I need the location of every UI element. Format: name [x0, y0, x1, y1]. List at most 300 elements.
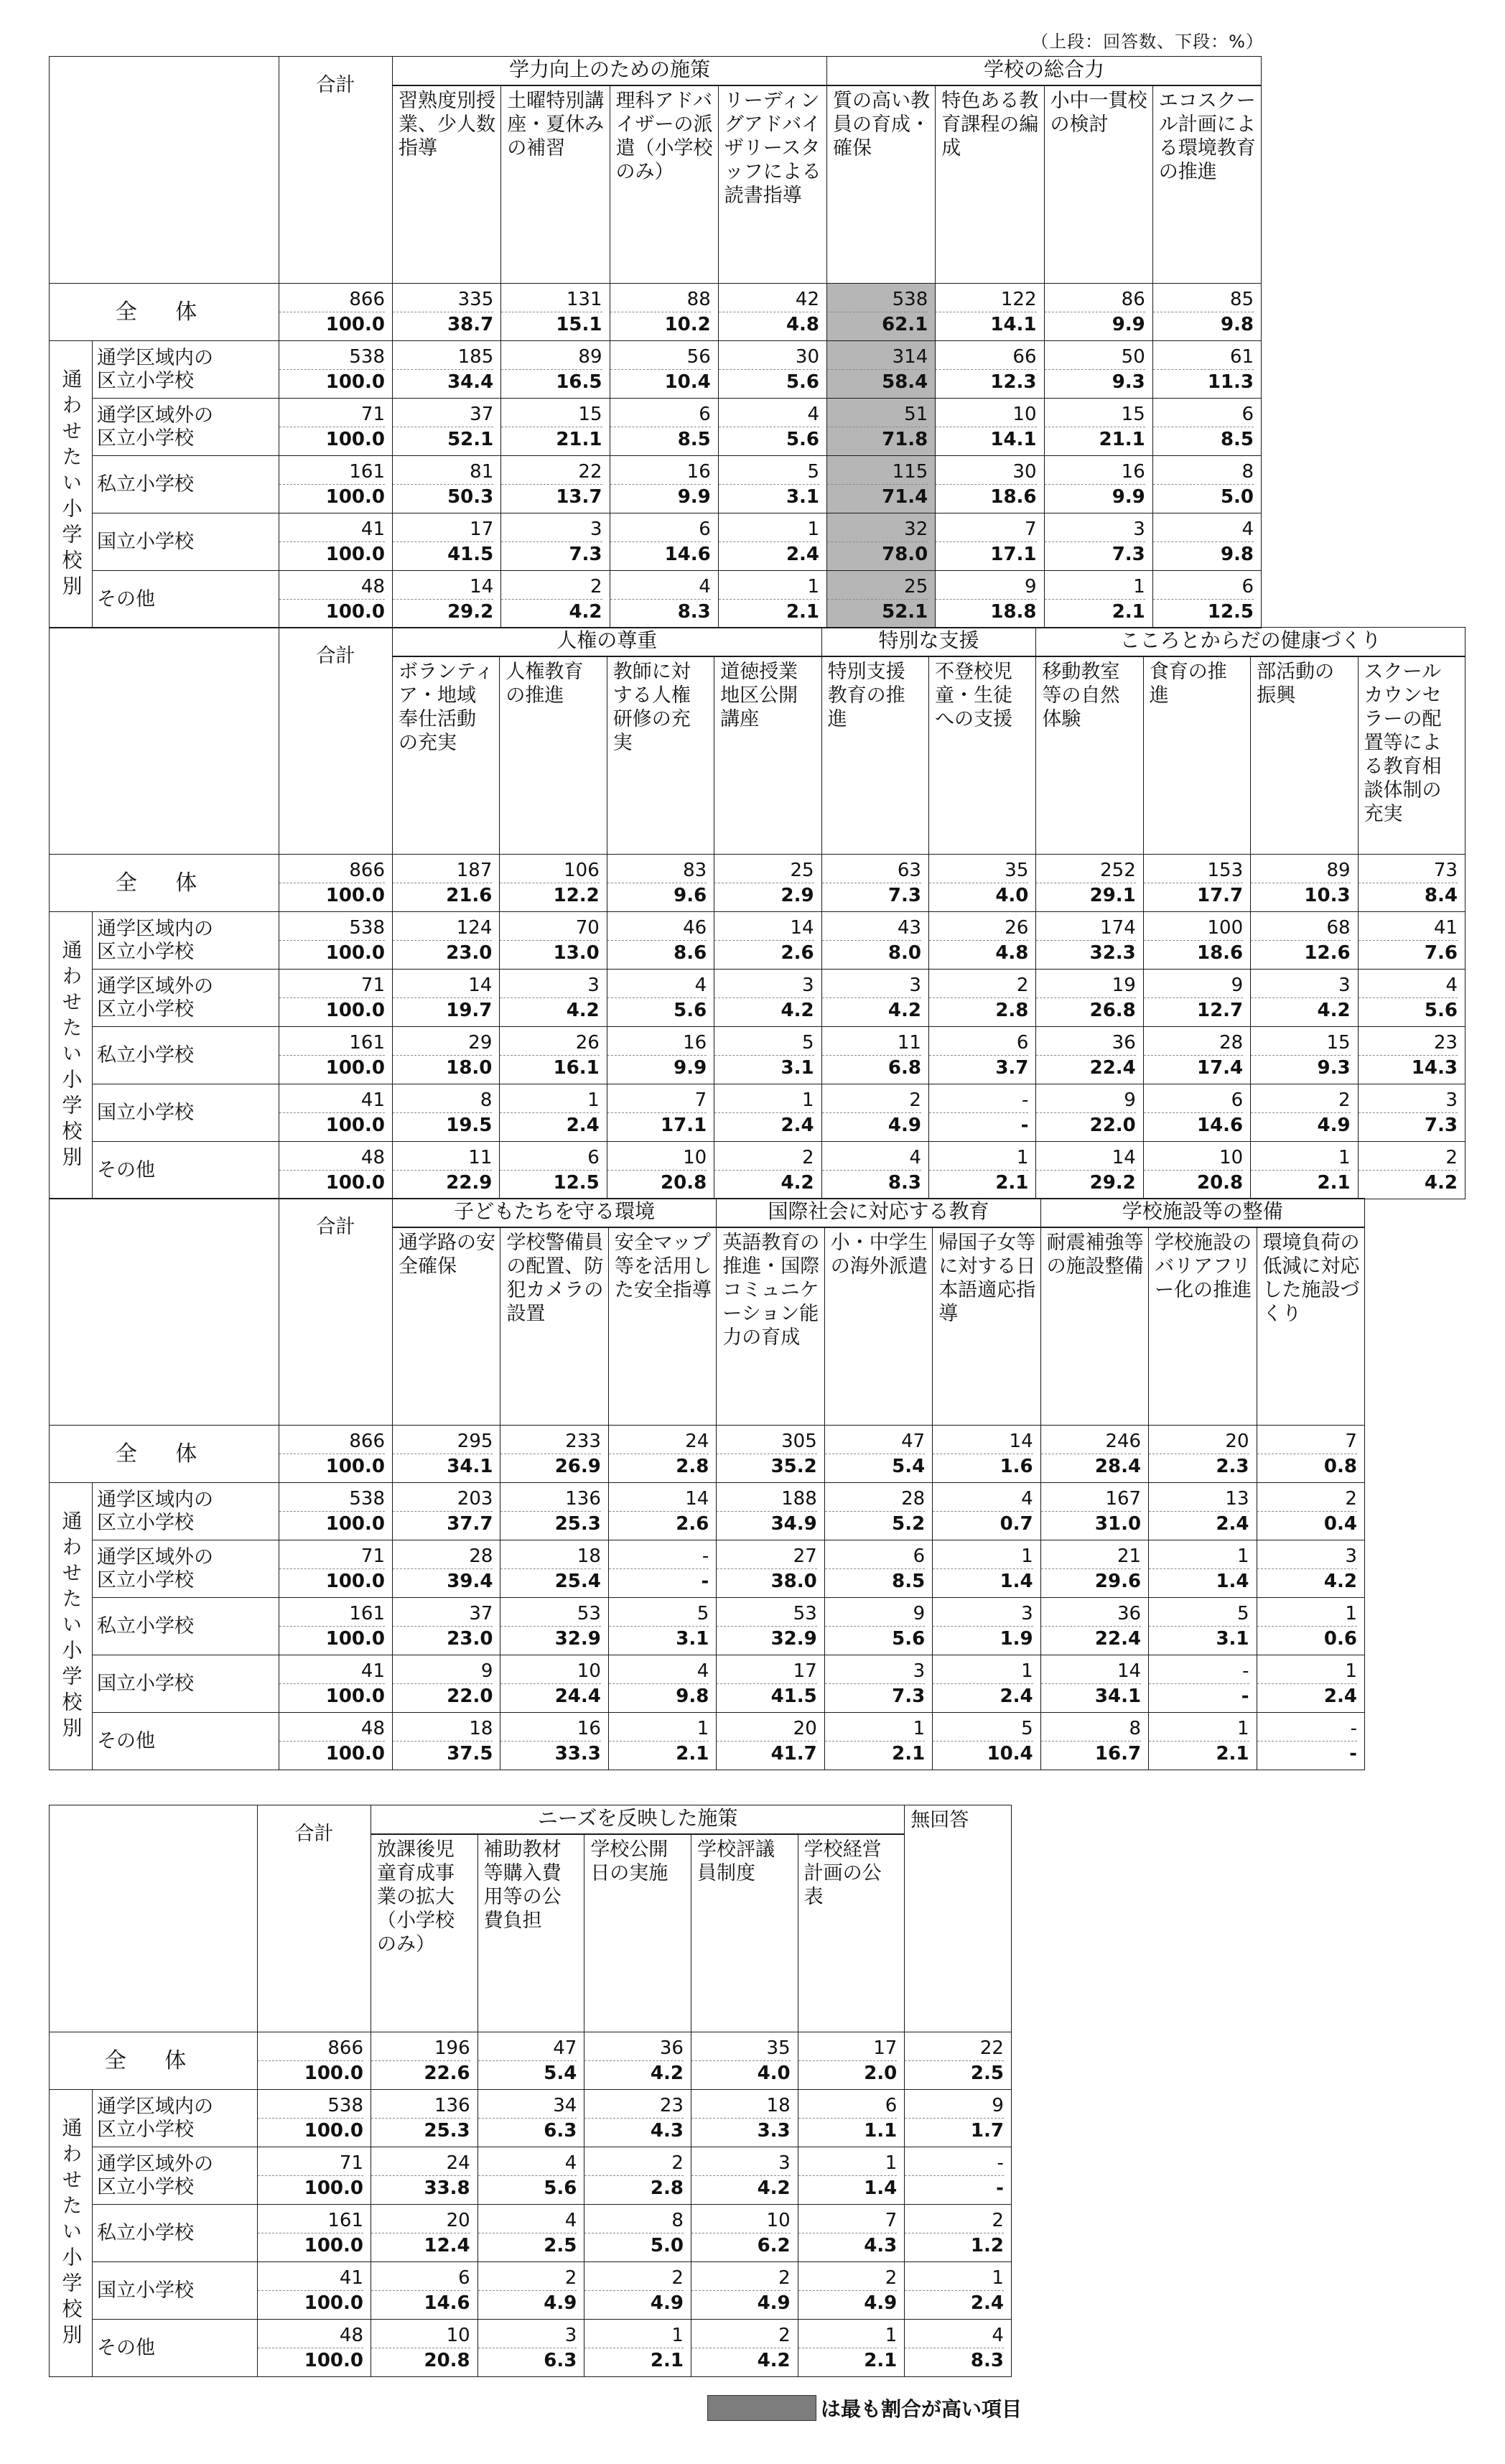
percent-value: 29.2 — [1036, 1170, 1135, 1195]
value-cell — [936, 571, 1044, 628]
count-value: 9 — [1231, 975, 1244, 996]
count-value: 203 — [457, 1488, 493, 1510]
count-value: 1 — [1021, 1545, 1033, 1567]
count-value: 8 — [1241, 461, 1254, 483]
count-value: 4 — [564, 2210, 577, 2231]
count-value: 161 — [349, 1032, 385, 1054]
percent-value: 22.4 — [1041, 1626, 1141, 1651]
count-value: 9 — [1124, 1089, 1136, 1111]
count-value: 41 — [360, 1660, 385, 1682]
count-value: 85 — [1229, 289, 1254, 310]
count-value: 866 — [349, 1431, 385, 1452]
percent-value: 41.7 — [717, 1741, 816, 1766]
percent-value: 71.4 — [827, 484, 928, 509]
count-value: 8 — [1129, 1718, 1142, 1739]
count-value: 15 — [1326, 1032, 1351, 1054]
value-cell — [928, 1084, 1035, 1142]
count-value: 1 — [587, 1089, 600, 1111]
percent-value: 37.7 — [393, 1511, 493, 1536]
count-value: 124 — [456, 917, 493, 939]
row-label: 通学区域内の 区立小学校 — [93, 2090, 258, 2147]
count-value: 4 — [564, 2152, 577, 2174]
value-cell — [1036, 970, 1143, 1027]
percent-value: 17.4 — [1144, 1055, 1243, 1080]
value-cell — [798, 2320, 905, 2377]
row-label: 通学区域外の 区立小学校 — [93, 970, 279, 1027]
percent-value: 1.4 — [1149, 1568, 1249, 1594]
count-value: - — [1350, 1718, 1357, 1739]
count-value: 538 — [349, 1488, 385, 1510]
count-value: 71 — [360, 975, 385, 996]
value-cell — [1251, 1084, 1358, 1142]
count-value: 2 — [802, 1147, 814, 1168]
row-label: 国立小学校 — [93, 1655, 279, 1713]
value-cell — [905, 2090, 1012, 2147]
count-value: 3 — [802, 975, 814, 996]
count-value: 6 — [458, 2267, 470, 2289]
header-corner — [50, 57, 279, 284]
percent-value: 9.3 — [1251, 1055, 1350, 1080]
value-cell — [279, 1483, 393, 1540]
value-cell — [824, 1483, 932, 1540]
value-cell — [393, 456, 501, 513]
percent-value: 100.0 — [279, 369, 385, 394]
value-cell — [827, 284, 936, 341]
count-value: 48 — [360, 576, 385, 598]
value-cell — [279, 284, 393, 341]
percent-value: 100.0 — [279, 1511, 385, 1536]
percent-value: 13.0 — [500, 940, 599, 965]
count-value: 1 — [1133, 576, 1145, 598]
percent-value: 38.7 — [393, 312, 493, 337]
percent-value: 8.5 — [825, 1568, 925, 1594]
percent-value: 7.3 — [825, 1683, 925, 1708]
value-cell — [905, 2147, 1012, 2205]
group-header-row — [50, 57, 1262, 85]
data-row — [50, 2090, 1012, 2147]
count-value: 20 — [1225, 1431, 1249, 1452]
percent-value: 3.3 — [691, 2118, 791, 2143]
count-value: 30 — [1012, 461, 1037, 483]
value-cell — [1036, 912, 1143, 970]
value-cell — [1251, 855, 1358, 912]
count-value: 3 — [1133, 519, 1145, 540]
value-cell — [477, 2090, 584, 2147]
value-cell — [718, 284, 826, 341]
count-value: 22 — [979, 2037, 1004, 2059]
percent-value: 37.5 — [393, 1741, 493, 1766]
item-header: 特色ある教育課程の編成 — [936, 85, 1044, 284]
value-cell — [1152, 341, 1261, 399]
percent-value: 4.2 — [1359, 1170, 1458, 1195]
value-cell — [933, 1713, 1040, 1770]
count-value: 42 — [795, 289, 820, 310]
percent-value: 32.3 — [1036, 940, 1135, 965]
value-cell — [610, 571, 718, 628]
value-cell — [1257, 1598, 1364, 1655]
percent-value: 10.3 — [1251, 883, 1350, 908]
percent-value: 5.4 — [478, 2060, 577, 2086]
count-value: 3 — [564, 2325, 577, 2346]
percent-value: 3.1 — [714, 1055, 814, 1080]
value-cell — [477, 2262, 584, 2320]
data-row — [50, 1713, 1365, 1770]
percent-value: 33.8 — [371, 2175, 470, 2200]
percent-value: 100.0 — [279, 998, 385, 1023]
value-cell — [501, 341, 610, 399]
percent-value: 1.4 — [933, 1568, 1033, 1594]
count-value: 16 — [577, 1718, 601, 1739]
count-value: 17 — [793, 1660, 817, 1682]
count-value: 43 — [897, 917, 921, 939]
percent-value: 21.1 — [501, 427, 602, 452]
item-header: 小中一貫校の検討 — [1044, 85, 1152, 284]
item-header: 小・中学生の海外派遣 — [824, 1227, 932, 1426]
row-all — [50, 284, 1262, 341]
count-value: 36 — [1117, 1603, 1142, 1624]
data-row — [50, 2320, 1012, 2377]
count-value: 100 — [1207, 917, 1244, 939]
value-cell — [905, 2032, 1012, 2090]
value-cell — [1358, 1027, 1465, 1084]
item-header: 環境負荷の低減に対応した施設づくり — [1257, 1227, 1364, 1426]
percent-value: 5.6 — [719, 369, 819, 394]
percent-value: 22.6 — [371, 2060, 470, 2086]
percent-value: 2.8 — [609, 1454, 709, 1479]
value-cell — [279, 1655, 393, 1713]
percent-value: 33.3 — [500, 1741, 600, 1766]
value-cell — [1040, 1713, 1148, 1770]
count-value: 161 — [349, 461, 385, 483]
count-value: 161 — [327, 2210, 363, 2231]
row-label-all: 全 体 — [50, 2032, 258, 2090]
value-cell — [1036, 1027, 1143, 1084]
value-cell — [607, 1084, 714, 1142]
count-value: 6 — [587, 1147, 600, 1168]
value-cell — [1152, 399, 1261, 456]
count-value: 50 — [1121, 346, 1145, 368]
value-cell — [714, 1027, 821, 1084]
legend-text: は最も割合が高い項目 — [821, 2397, 1022, 2421]
value-cell — [691, 2262, 798, 2320]
count-value: 305 — [781, 1431, 817, 1452]
data-row — [50, 571, 1262, 628]
value-cell — [821, 1027, 928, 1084]
count-value: 47 — [553, 2037, 577, 2059]
count-value: 5 — [802, 1032, 814, 1054]
percent-value: 18.0 — [393, 1055, 492, 1080]
count-value: 1 — [802, 1089, 814, 1111]
value-cell — [1152, 513, 1261, 571]
count-value: 6 — [1241, 404, 1254, 425]
item-header: エコスクール計画による環境教育の推進 — [1152, 85, 1261, 284]
value-cell — [258, 2090, 371, 2147]
percent-value: 2.4 — [933, 1683, 1033, 1708]
percent-value: 8.3 — [822, 1170, 921, 1195]
value-cell — [477, 2205, 584, 2262]
percent-value: 8.6 — [607, 940, 707, 965]
count-value: 14 — [470, 576, 494, 598]
percent-value: 4.3 — [798, 2233, 898, 2258]
percent-value: 0.6 — [1257, 1626, 1357, 1651]
value-cell — [824, 1713, 932, 1770]
count-value: 10 — [683, 1147, 707, 1168]
count-value: 3 — [913, 1660, 926, 1682]
value-cell — [1251, 1027, 1358, 1084]
percent-value: 100.0 — [279, 1741, 385, 1766]
count-value: 2 — [778, 2325, 791, 2346]
count-value: 16 — [686, 461, 711, 483]
percent-value: 2.5 — [905, 2060, 1004, 2086]
percent-value: 4.0 — [929, 883, 1028, 908]
count-value: 1 — [807, 519, 820, 540]
count-value: 20 — [446, 2210, 470, 2231]
value-cell — [928, 970, 1035, 1027]
count-value: 10 — [1219, 1147, 1244, 1168]
count-value: 1 — [885, 2325, 898, 2346]
count-value: 7 — [1024, 519, 1037, 540]
row-label: 通学区域内の 区立小学校 — [93, 341, 279, 399]
value-cell — [1143, 970, 1250, 1027]
percent-value: 13.7 — [501, 484, 602, 509]
percent-value: 9.9 — [1045, 484, 1145, 509]
value-cell — [584, 2320, 691, 2377]
value-cell — [500, 1084, 607, 1142]
count-value: - — [702, 1545, 709, 1567]
value-cell — [1040, 1655, 1148, 1713]
value-cell — [936, 513, 1044, 571]
percent-value: 10.4 — [933, 1741, 1033, 1766]
value-cell — [501, 571, 610, 628]
value-cell — [798, 2147, 905, 2205]
percent-value: 4.2 — [1257, 1568, 1357, 1594]
value-cell — [1257, 1426, 1364, 1483]
row-all — [50, 855, 1466, 912]
value-cell — [1257, 1713, 1364, 1770]
value-cell — [477, 2032, 584, 2090]
value-cell — [607, 912, 714, 970]
count-value: 866 — [349, 860, 385, 881]
data-row — [50, 1598, 1365, 1655]
value-cell — [393, 970, 500, 1027]
percent-value: 12.2 — [500, 883, 599, 908]
count-value: 4 — [992, 2325, 1004, 2346]
percent-value: 41.5 — [393, 541, 493, 567]
value-cell — [501, 284, 610, 341]
count-value: 81 — [470, 461, 494, 483]
percent-value: 100.0 — [279, 312, 385, 337]
value-cell — [258, 2262, 371, 2320]
count-value: 3 — [590, 519, 602, 540]
percent-value: 100.0 — [279, 940, 385, 965]
count-value: 2 — [564, 2267, 577, 2289]
item-header: 無回答 — [905, 1805, 1012, 2032]
value-cell — [500, 1027, 607, 1084]
data-row — [50, 1084, 1466, 1142]
count-value: 3 — [1338, 975, 1351, 996]
value-cell — [500, 1655, 608, 1713]
percent-value: 5.6 — [478, 2175, 577, 2200]
value-cell — [608, 1426, 716, 1483]
legend — [707, 2394, 1022, 2422]
count-value: 28 — [1219, 1032, 1244, 1054]
row-label: 通学区域外の 区立小学校 — [93, 399, 279, 456]
count-value: 1 — [1345, 1603, 1357, 1624]
count-value: 10 — [446, 2325, 470, 2346]
count-value: 538 — [349, 917, 385, 939]
value-cell — [717, 1713, 824, 1770]
count-value: 34 — [553, 2095, 577, 2116]
percent-value: 100.0 — [279, 484, 385, 509]
data-row — [50, 2262, 1012, 2320]
count-value: 66 — [1012, 346, 1037, 368]
percent-value: - — [929, 1112, 1028, 1138]
value-cell — [608, 1655, 716, 1713]
data-row — [50, 970, 1466, 1027]
count-value: 48 — [339, 2325, 363, 2346]
percent-value: 2.6 — [609, 1511, 709, 1536]
percent-value: 4.2 — [1251, 998, 1350, 1023]
group-header-row — [50, 1199, 1365, 1227]
survey-table-1 — [49, 56, 1262, 628]
group-header-row — [50, 628, 1466, 656]
percent-value: 9.8 — [609, 1683, 709, 1708]
value-cell — [936, 456, 1044, 513]
count-value: 1 — [1016, 1147, 1029, 1168]
count-value: 25 — [790, 860, 814, 881]
percent-value: 3.7 — [929, 1055, 1028, 1080]
count-value: 23 — [659, 2095, 684, 2116]
row-label: その他 — [93, 2320, 258, 2377]
percent-value: 14.3 — [1359, 1055, 1458, 1080]
total-header: 合計 — [279, 57, 393, 284]
value-cell — [1036, 1084, 1143, 1142]
count-value: 89 — [1326, 860, 1351, 881]
count-value: 13 — [1225, 1488, 1249, 1510]
value-cell — [1358, 1084, 1465, 1142]
value-cell — [393, 855, 500, 912]
count-value: 2 — [1016, 975, 1029, 996]
legend-swatch — [707, 2395, 816, 2421]
value-cell — [279, 970, 393, 1027]
value-cell — [371, 2205, 478, 2262]
value-cell — [500, 855, 607, 912]
count-value: 2 — [778, 2267, 791, 2289]
side-label: 通わせたい小学校別 — [50, 912, 93, 1199]
value-cell — [691, 2032, 798, 2090]
count-value: 15 — [1121, 404, 1145, 425]
percent-value: 100.0 — [279, 1568, 385, 1594]
count-value: 4 — [699, 576, 711, 598]
percent-value: 2.4 — [500, 1112, 599, 1138]
value-cell — [798, 2262, 905, 2320]
percent-value: 52.1 — [827, 599, 928, 624]
count-value: 8 — [671, 2210, 684, 2231]
value-cell — [610, 284, 718, 341]
percent-value: 4.9 — [822, 1112, 921, 1138]
value-cell — [1044, 571, 1152, 628]
percent-value: 2.5 — [478, 2233, 577, 2258]
side-label: 通わせたい小学校別 — [50, 1483, 93, 1770]
value-cell — [279, 1084, 393, 1142]
count-value: 11 — [468, 1147, 493, 1168]
percent-value: 17.7 — [1144, 883, 1243, 908]
value-cell — [610, 456, 718, 513]
header-corner — [50, 1199, 279, 1426]
count-value: 1 — [1345, 1660, 1357, 1682]
value-cell — [393, 513, 501, 571]
value-cell — [393, 284, 501, 341]
percent-value: 1.9 — [933, 1626, 1033, 1651]
count-value: 3 — [778, 2152, 791, 2174]
count-value: 4 — [1445, 975, 1458, 996]
percent-value: 100.0 — [279, 1112, 385, 1138]
data-row — [50, 2147, 1012, 2205]
percent-value: 12.5 — [500, 1170, 599, 1195]
value-cell — [1044, 341, 1152, 399]
value-cell — [1358, 1142, 1465, 1199]
count-value: 9 — [913, 1603, 926, 1624]
percent-value: 9.9 — [1045, 312, 1145, 337]
count-value: 18 — [469, 1718, 493, 1739]
value-cell — [1358, 855, 1465, 912]
group-header: 子どもたちを守る環境 — [393, 1199, 717, 1227]
value-cell — [936, 341, 1044, 399]
value-cell — [1143, 1027, 1250, 1084]
value-cell — [279, 513, 393, 571]
count-value: 11 — [897, 1032, 921, 1054]
value-cell — [477, 2147, 584, 2205]
value-cell — [607, 1027, 714, 1084]
header-corner — [50, 628, 279, 855]
percent-value: 2.1 — [1149, 1741, 1249, 1766]
value-cell — [393, 1142, 500, 1199]
count-value: - — [997, 2152, 1004, 2174]
row-label: 通学区域内の 区立小学校 — [93, 1483, 279, 1540]
percent-value: 5.6 — [719, 427, 819, 452]
count-value: 71 — [339, 2152, 363, 2174]
value-cell — [500, 1483, 608, 1540]
value-cell — [607, 1142, 714, 1199]
value-cell — [1040, 1483, 1148, 1540]
percent-value: 100.0 — [279, 1454, 385, 1479]
count-value: 73 — [1433, 860, 1458, 881]
group-header: 特別な支援 — [821, 628, 1036, 656]
percent-value: 9.6 — [607, 883, 707, 908]
value-cell — [610, 341, 718, 399]
percent-value: 5.0 — [1153, 484, 1254, 509]
value-cell — [714, 970, 821, 1027]
percent-value: 2.1 — [1251, 1170, 1350, 1195]
percent-value: 78.0 — [827, 541, 928, 567]
value-cell — [1044, 284, 1152, 341]
count-value: 56 — [686, 346, 711, 368]
percent-value: 4.2 — [691, 2175, 791, 2200]
count-value: 71 — [360, 1545, 385, 1567]
item-header: 道徳授業地区公開講座 — [714, 656, 821, 855]
count-value: 866 — [327, 2037, 363, 2059]
count-value: 7 — [694, 1089, 707, 1111]
item-header: 補助教材等購入費用等の公費負担 — [477, 1834, 584, 2032]
value-cell — [1036, 1142, 1143, 1199]
percent-value: 4.8 — [719, 312, 819, 337]
count-value: 6 — [699, 519, 711, 540]
percent-value: 22.4 — [1036, 1055, 1135, 1080]
value-cell — [279, 912, 393, 970]
value-cell — [1040, 1426, 1148, 1483]
count-value: 36 — [659, 2037, 684, 2059]
count-value: 1 — [671, 2325, 684, 2346]
